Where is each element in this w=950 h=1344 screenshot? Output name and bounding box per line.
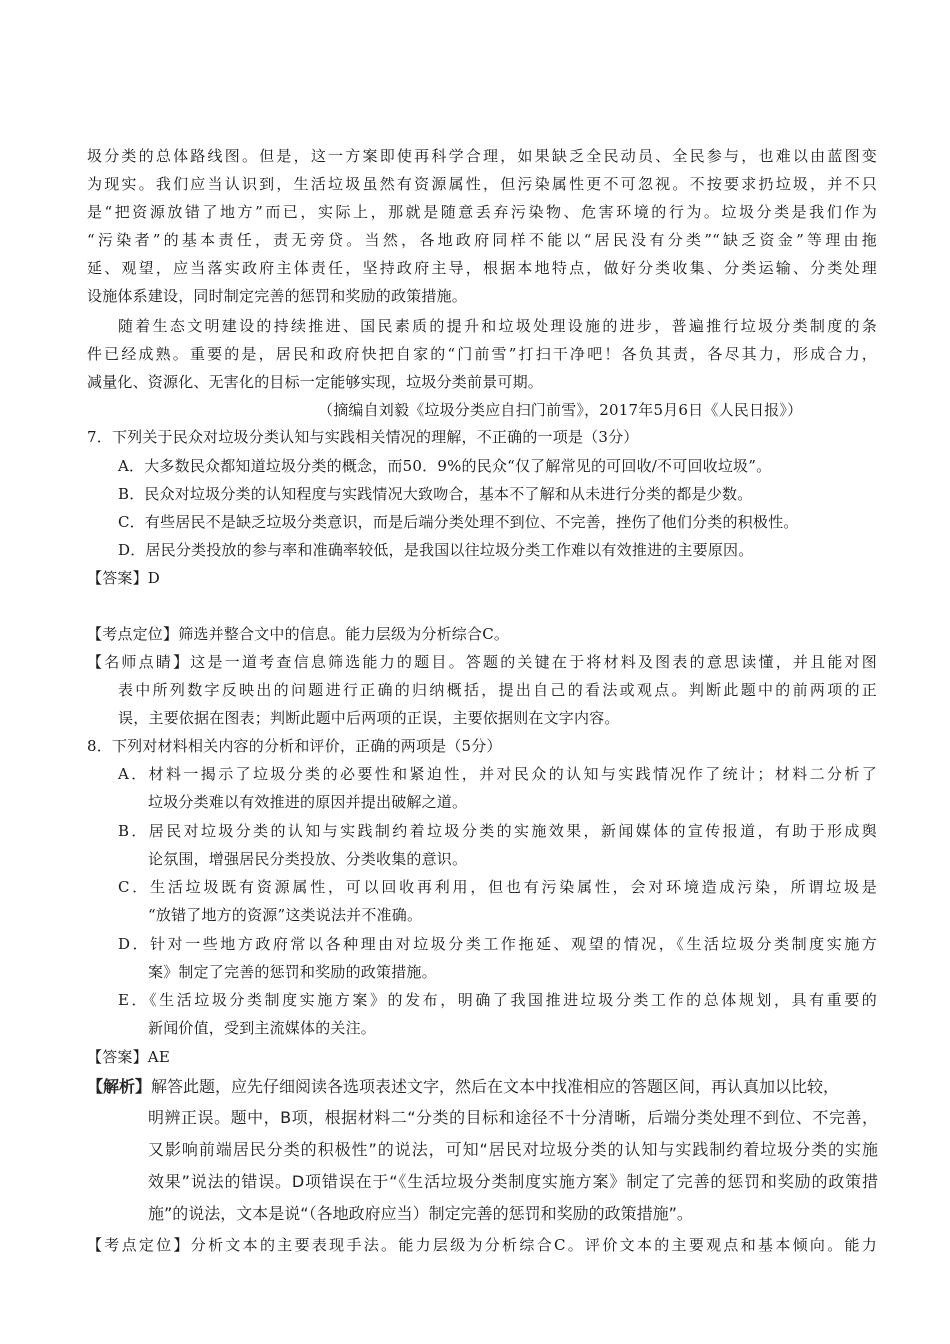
question-8-stem: 8．下列对材料相关内容的分析和评价，正确的两项是（5分）: [87, 737, 502, 755]
passage-line: 圾分类的总体路线图。但是，这一方案即使再科学合理，如果缺乏全民动员、全民参与，也难以由蓝图变: [87, 147, 877, 165]
question-8-option-a: A．材料一揭示了垃圾分类的必要性和紧迫性，并对民众的认知与实践情况作了统计；材料二分析了: [118, 765, 877, 783]
question-8-option-e: E．《生活垃圾分类制度实施方案》的发布，明确了我国推进垃圾分类工作的总体规划，具有重要的: [118, 991, 877, 1009]
question-8-answer: 【答案】AE: [87, 1048, 170, 1066]
jiexi-text: 解答此题，应先仔细阅读各选项表述文字，然后在文本中找准相应的答题区间，再认真加以比较，: [151, 1077, 840, 1096]
question-7-option-c: C．有些居民不是缺乏垃圾分类意识，而是后端分类处理不到位、不完善，挫伤了他们分类的积极性。: [118, 513, 799, 531]
question-7-kaodian: 【考点定位】筛选并整合文中的信息。能力层级为分析综合C。: [87, 625, 510, 643]
question-8-jiexi-line: [87, 1077, 877, 1097]
question-8-option-d-cont: 案》制定了完善的惩罚和奖励的政策措施。: [148, 963, 437, 981]
question-7-option-b: B．民众对垃圾分类的认知程度与实践情况大致吻合，基本不了解和从未进行分类的都是少数。: [118, 485, 753, 503]
passage-line: 减量化、资源化、无害化的目标一定能够实现，垃圾分类前景可期。: [87, 373, 544, 391]
passage-line: 件已经成熟。重要的是，居民和政府快把自家的“门前雪”打扫干净吧！各负其责，各尽其力，形成合力，: [87, 345, 877, 363]
question-8-jiexi-line: 施”的说法，文本是说“（各地政府应当）制定完善的惩罚和奖励的政策措施”。: [148, 1204, 693, 1223]
jiexi-label: 【解析】: [87, 1077, 152, 1096]
passage-line: 设施体系建设，同时制定完善的惩罚和奖励的政策措施。: [87, 287, 468, 305]
question-8-option-a-cont: 垃圾分类难以有效推进的原因并提出破解之道。: [148, 793, 468, 811]
question-8-option-b-cont: 论氛围，增强居民分类投放、分类收集的意识。: [148, 850, 468, 868]
passage-line: “污染者”的基本责任，责无旁贷。当然，各地政府同样不能以“居民没有分类”“缺乏资金”等理由拖: [87, 231, 877, 249]
question-8-jiexi-line: 效果”说法的错误。D项错误在于“《生活垃圾分类制度实施方案》制定了完善的惩罚和奖励的政策措: [148, 1172, 878, 1191]
passage-source: （摘编自刘毅《垃圾分类应自扫门前雪》，2017年5月6日《人民日报》）: [318, 401, 803, 419]
question-8-option-c-cont: “放错了地方的资源”这类说法并不准确。: [148, 906, 423, 924]
question-7-stem: 7．下列关于民众对垃圾分类认知与实践相关情况的理解，不正确的一项是（3分）: [87, 428, 639, 446]
question-8-option-d: D．针对一些地方政府常以各种理由对垃圾分类工作拖延、观望的情况，《生活垃圾分类制度实施方: [118, 935, 877, 953]
question-8-jiexi-line: 明辨正误。题中，B项，根据材料二“分类的目标和途径不十分清晰，后端分类处理不到位、不完善，: [148, 1108, 878, 1127]
passage-line: 随着生态文明建设的持续推进、国民素质的提升和垃圾处理设施的进步，普遍推行垃圾分类制度的条: [118, 317, 877, 335]
question-8-kaodian: 【考点定位】分析文本的主要表现手法。能力层级为分析综合C。评价文本的主要观点和基本倾向。能力: [87, 1236, 877, 1254]
question-7-option-d: D．居民分类投放的参与率和准确率较低，是我国以往垃圾分类工作难以有效推进的主要原因。: [118, 541, 754, 559]
passage-line: 为现实。我们应当认识到，生活垃圾虽然有资源属性，但污染属性更不可忽视。不按要求扔垃圾，并不只: [87, 175, 877, 193]
question-7-mingshi-line: 误，主要依据在图表；判断此题中后两项的正误，主要依据则在文字内容。: [118, 709, 620, 727]
passage-line: 延、观望，应当落实政府主体责任，坚持政府主导，根据本地特点，做好分类收集、分类运输、分类处理: [87, 259, 877, 277]
question-7-mingshi-line: 【名师点睛】这是一道考查信息筛选能力的题目。答题的关键在于将材料及图表的意思读懂，并且能对图: [87, 653, 877, 671]
question-8-option-b: B．居民对垃圾分类的认知与实践制约着垃圾分类的实施效果，新闻媒体的宣传报道，有助于形成舆: [118, 822, 877, 840]
question-7-mingshi-line: 表中所列数字反映出的问题进行正确的归纳概括，提出自己的看法或观点。判断此题中的前两项的正: [118, 681, 877, 699]
question-8-jiexi-line: 又影响前端居民分类的积极性”的说法，可知“居民对垃圾分类的认知与实践制约着垃圾分类的实施: [148, 1140, 878, 1159]
question-7-answer: 【答案】D: [87, 569, 161, 587]
question-7-option-a: A．大多数民众都知道垃圾分类的概念，而50．9%的民众“仅了解常见的可回收/不可回收垃圾”。: [118, 457, 772, 475]
passage-line: 是“把资源放错了地方”而已，实际上，那就是随意丢弃污染物、危害环境的行为。垃圾分类是我们作为: [87, 203, 877, 221]
question-8-option-e-cont: 新闻价值，受到主流媒体的关注。: [148, 1019, 377, 1037]
question-8-option-c: C．生活垃圾既有资源属性，可以回收再利用，但也有污染属性，会对环境造成污染，所谓垃圾是: [118, 878, 877, 896]
